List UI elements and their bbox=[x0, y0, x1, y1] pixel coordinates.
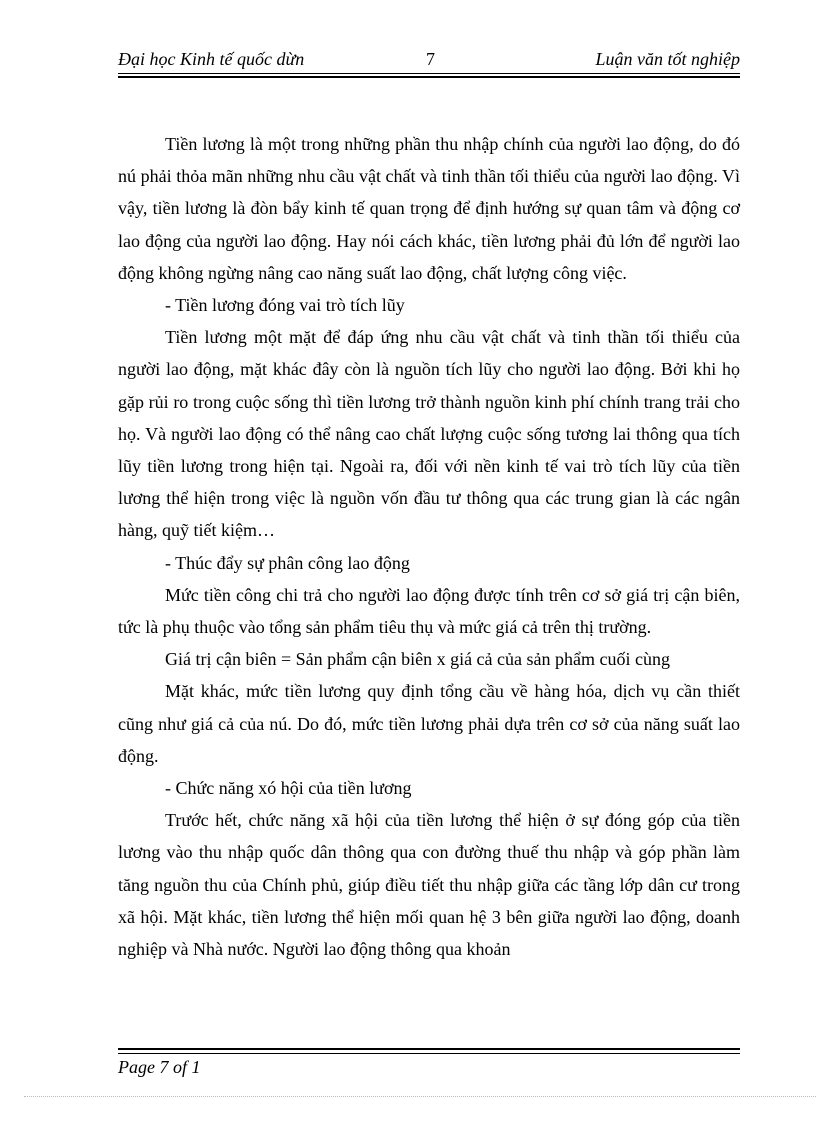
footer-rule-thick bbox=[118, 1048, 740, 1050]
paragraph: Trước hết, chức năng xã hội của tiền lương thể hiện ở sự đóng góp của tiền lương vào thu nhập quốc dân thông qua con đường thuế thu nhập và góp phần làm tăng nguồn thu của Chính phủ, giúp điều tiết thu nhập giữa các tầng lớp dân cư trong xã hội. Mặt khác, tiền lương thể hiện mối quan hệ 3 bên giữa người lao động, doanh nghiệp và Nhà nước. Người lao động thông qua khoản bbox=[118, 810, 740, 960]
document-body bbox=[118, 128, 740, 965]
paragraph: Tiền lương một mặt để đáp ứng nhu cầu vật chất và tinh thần tối thiểu của người lao động, mặt khác đây còn là nguồn tích lũy cho người lao động. Bởi khi họ gặp rủi ro trong cuộc sống thì tiền lương trở thành nguồn kinh phí chính trang trải cho họ. Và người lao động có thể nâng cao chất lượng cuộc sống tương lai thông qua tích lũy tiền lương trong hiện tại. Ngoài ra, đối với nền kinh tế vai trò tích lũy của tiền lương thể hiện trong việc là nguồn vốn đầu tư thông qua các trung gian là các ngân hàng, quỹ tiết kiệm… bbox=[118, 327, 740, 541]
page-boundary bbox=[24, 1096, 816, 1097]
paragraph: Mặt khác, mức tiền lương quy định tổng cầu về hàng hóa, dịch vụ cần thiết cũng như giá cả của nú. Do đó, mức tiền lương phải dựa trên cơ sở của năng suất lao động. bbox=[118, 681, 740, 766]
paragraph: Tiền lương là một trong những phần thu nhập chính của người lao động, do đó nú phải thỏa mãn những nhu cầu vật chất và tinh thần tối thiểu của người lao động. Vì vậy, tiền lương là đòn bẩy kinh tế quan trọng để định hướng sự quan tâm và động cơ lao động của người lao động. Hay nói cách khác, tiền lương phải đủ lớn để người lao động không ngừng nâng cao năng suất lao động, chất lượng công việc. bbox=[118, 134, 740, 283]
footer-rule bbox=[118, 1053, 740, 1054]
section-heading: - Thúc đẩy sự phân công lao động bbox=[165, 552, 410, 573]
page-header bbox=[118, 46, 740, 72]
paragraph: Mức tiền công chi trả cho người lao động được tính trên cơ sở giá trị cận biên, tức là phụ thuộc vào tổng sản phẩm tiêu thụ và mức giá cả trên thị trường. bbox=[118, 584, 740, 638]
section-heading: - Chức năng xó hội của tiền lương bbox=[165, 778, 412, 799]
header-university: Đại học Kinh tế quốc dừn bbox=[118, 49, 305, 69]
page-footer: Page 7 of 1 bbox=[118, 1057, 201, 1077]
header-page-number: 7 bbox=[426, 49, 435, 69]
header-rule-thick bbox=[118, 76, 740, 78]
header-rule bbox=[118, 73, 740, 74]
formula-line: Giá trị cận biên = Sản phẩm cận biên x giá cả của sản phẩm cuối cùng bbox=[165, 649, 670, 670]
section-heading: - Tiền lương đóng vai trò tích lũy bbox=[165, 295, 405, 316]
header-thesis-title: Luận văn tốt nghiệp bbox=[595, 49, 740, 69]
